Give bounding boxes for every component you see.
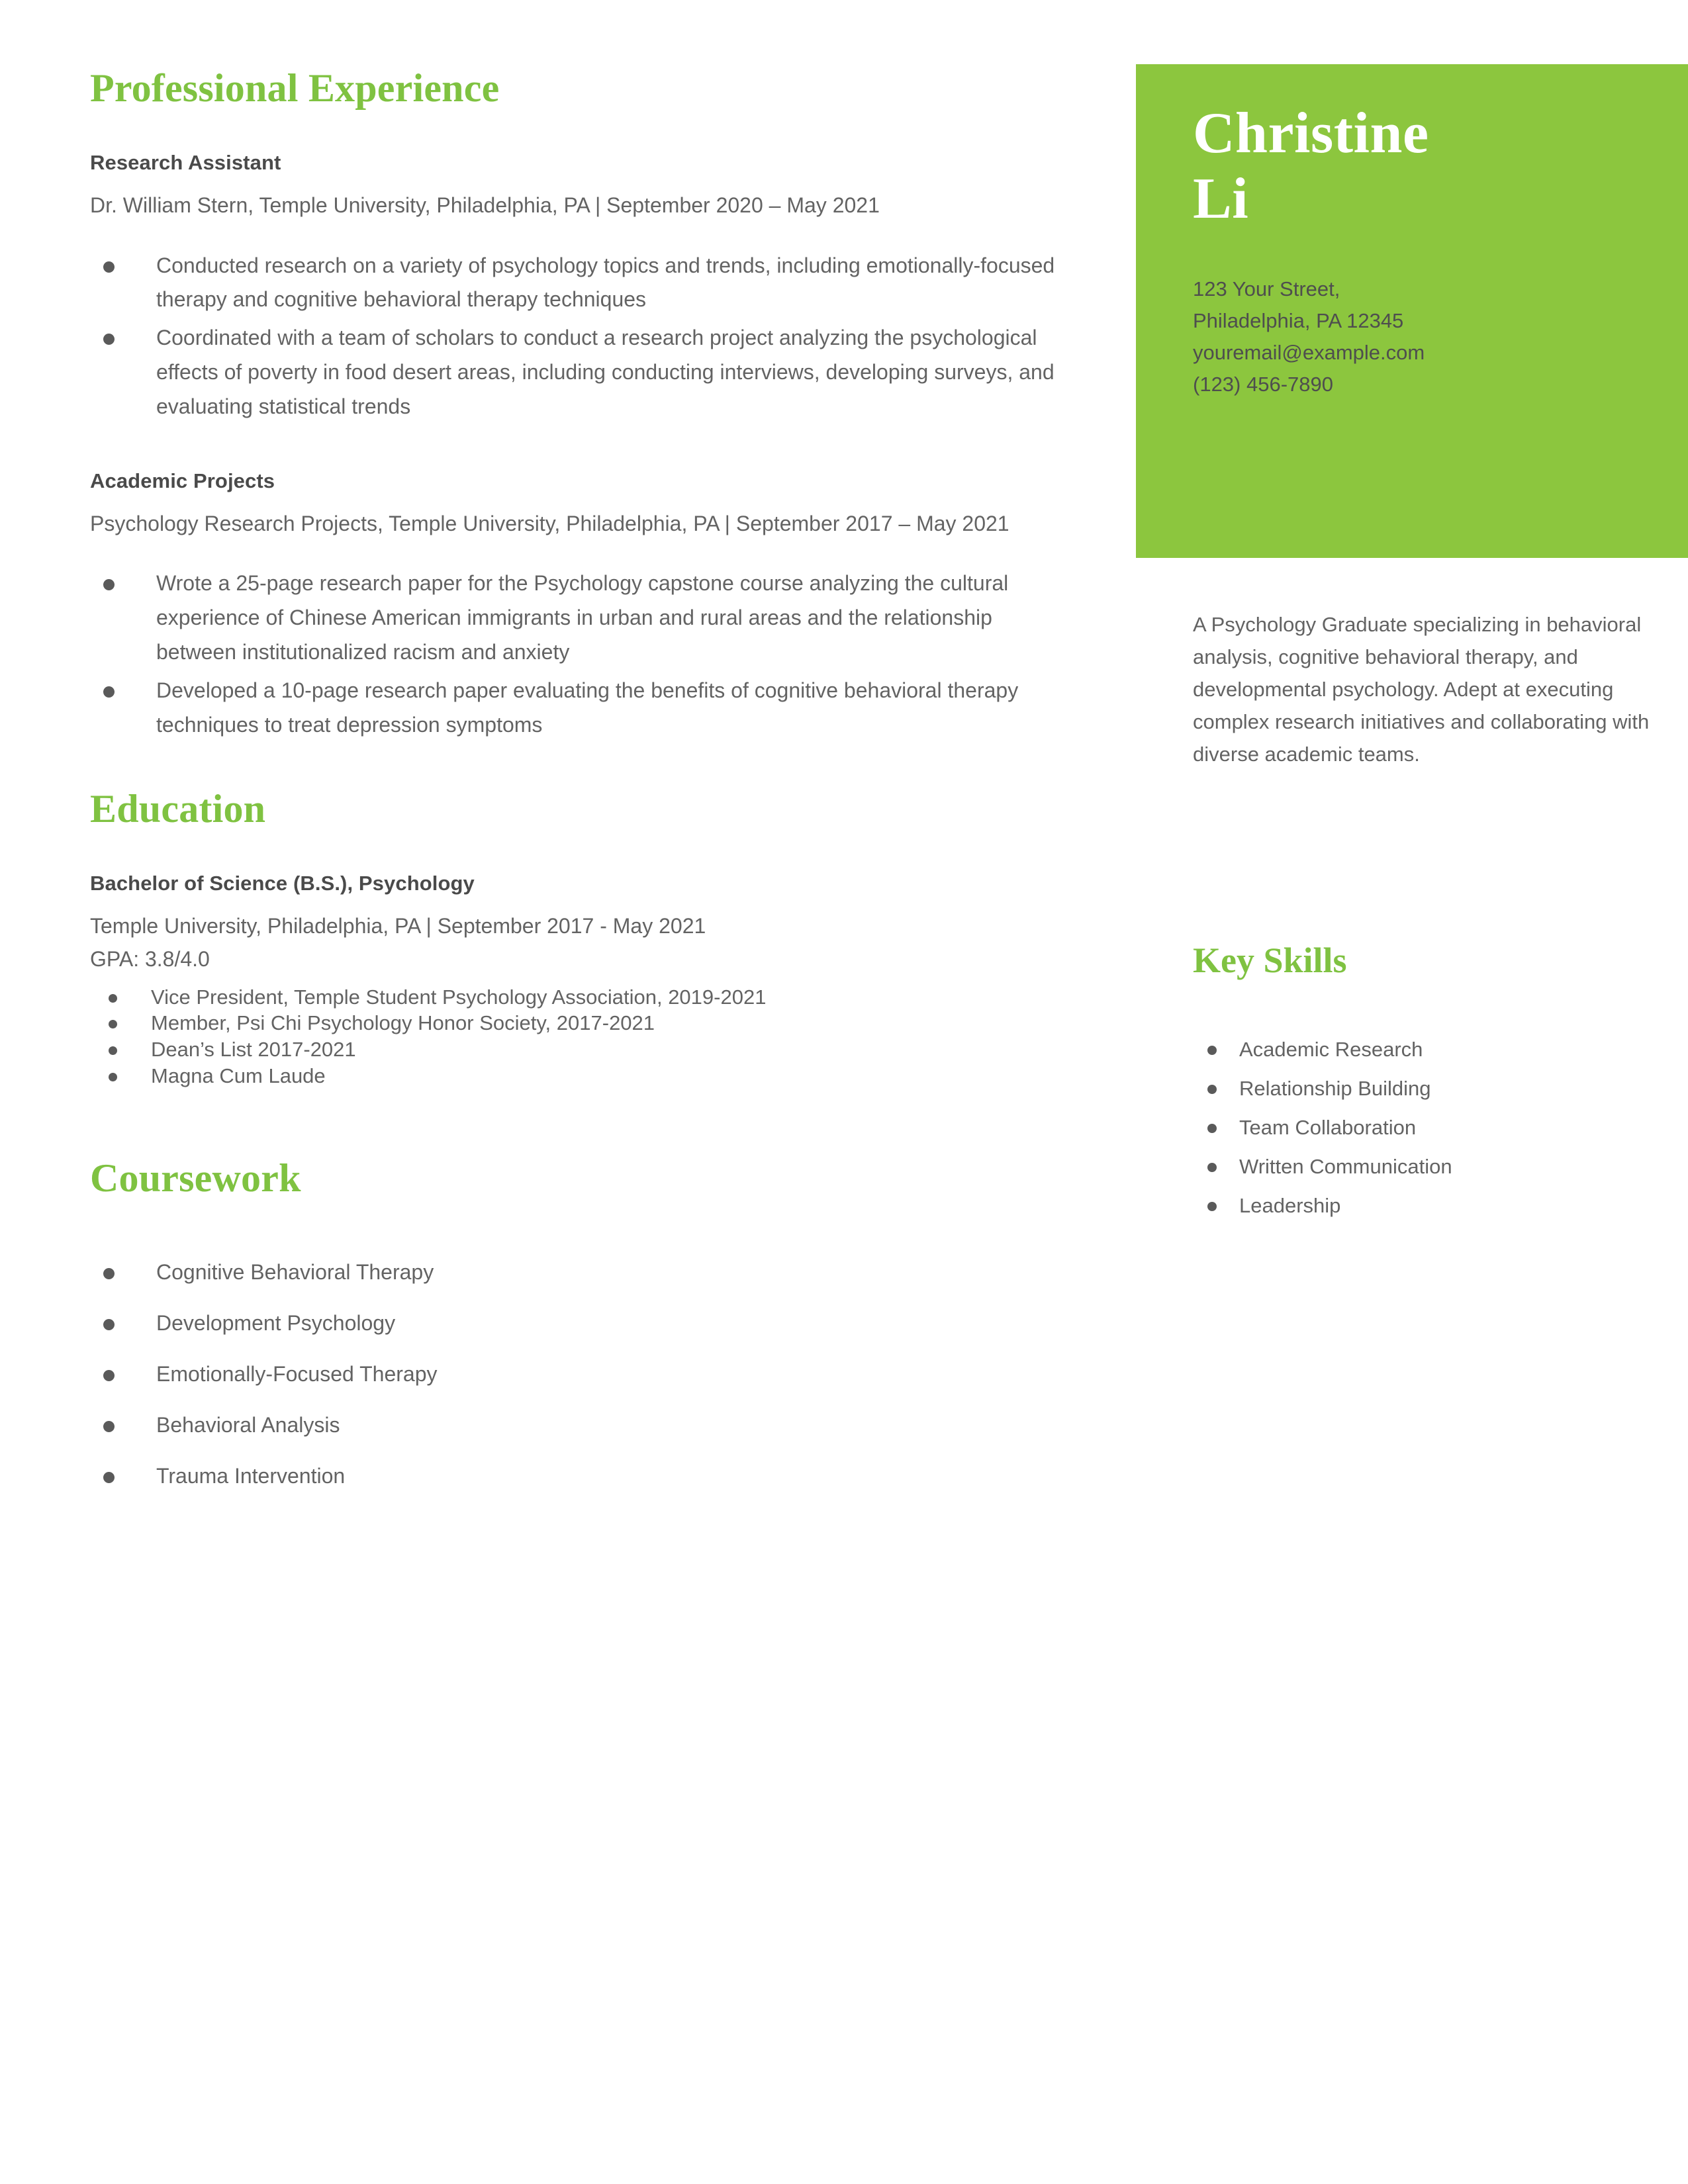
- list-item: Vice President, Temple Student Psychology Association, 2019-2021: [90, 984, 1063, 1011]
- list-item: Emotionally-Focused Therapy: [90, 1357, 1063, 1392]
- list-item: Member, Psi Chi Psychology Honor Society, 2017-2021: [90, 1010, 1063, 1036]
- list-item: Leadership: [1193, 1195, 1656, 1216]
- list-item: Conducted research on a variety of psychology topics and trends, including emotionally-focused therapy and cognitive behavioral therapy techniques: [90, 249, 1063, 318]
- job-meta-research-assistant: Dr. William Stern, Temple University, Philadelphia, PA | September 2020 – May 2021: [90, 193, 880, 217]
- contact-phone[interactable]: (123) 456-7890: [1193, 373, 1333, 396]
- list-item: Cognitive Behavioral Therapy: [90, 1255, 1063, 1290]
- key-skills-list: [1193, 1039, 1656, 1234]
- section-heading-coursework: Coursework: [90, 1156, 301, 1201]
- main-column: [90, 66, 1063, 1510]
- experience-bullet-list-academic-projects: [90, 567, 1063, 742]
- list-item: Dean’s List 2017-2021: [90, 1036, 1063, 1063]
- education-school: Temple University, Philadelphia, PA | September 2017 - May 2021: [90, 914, 706, 938]
- contact-city-state-zip: Philadelphia, PA 12345: [1193, 308, 1404, 332]
- spacer: [90, 493, 1063, 508]
- professional-summary: A Psychology Graduate specializing in behavioral analysis, cognitive behavioral therapy, and developmental psychology. Adept at executing complex research initiatives and collaborating with diverse academic teams.: [1193, 613, 1650, 766]
- experience-bullet-list-research-assistant: [90, 249, 1063, 424]
- list-item: Magna Cum Laude: [90, 1063, 1063, 1089]
- list-item: Behavioral Analysis: [90, 1408, 1063, 1443]
- list-item: Developed a 10-page research paper evaluating the benefits of cognitive behavioral therapy techniques to treat depression symptoms: [90, 674, 1063, 743]
- list-item: Team Collaboration: [1193, 1117, 1656, 1138]
- list-item: Trauma Intervention: [90, 1459, 1063, 1494]
- education-honors-list: [90, 984, 1063, 1089]
- spacer: [90, 895, 1063, 910]
- job-title-research-assistant: Research Assistant: [90, 151, 281, 174]
- section-heading-key-skills: Key Skills: [1193, 940, 1347, 980]
- spacer: [90, 110, 1063, 151]
- list-item: Development Psychology: [90, 1306, 1063, 1341]
- section-heading-education: Education: [90, 787, 266, 831]
- name-line-first: Christine: [1193, 101, 1429, 165]
- spacer: [90, 746, 1063, 787]
- spacer: [90, 1089, 1063, 1130]
- list-item: Coordinated with a team of scholars to conduct a research project analyzing the psychological effects of poverty in food desert areas, including conducting interviews, developing surveys, and evaluating statistical trends: [90, 321, 1063, 424]
- job-meta-academic-projects: Psychology Research Projects, Temple University, Philadelphia, PA | September 2017 – May 2021: [90, 511, 1009, 535]
- name-line-last: Li: [1193, 167, 1249, 232]
- spacer: [90, 976, 1063, 984]
- spacer: [90, 540, 1063, 567]
- side-column: [1136, 0, 1688, 2184]
- contact-email[interactable]: youremail@example.com: [1193, 340, 1425, 364]
- section-heading-professional-experience: Professional Experience: [90, 66, 500, 110]
- education-degree: Bachelor of Science (B.S.), Psychology: [90, 872, 475, 895]
- list-item: Written Communication: [1193, 1156, 1656, 1177]
- list-item: Wrote a 25-page research paper for the Psychology capstone course analyzing the cultural experience of Chinese American immigrants in urban and rural areas and the relationship between institutionalized racism and anxiety: [90, 567, 1063, 669]
- spacer: [90, 1200, 1063, 1241]
- spacer: [90, 1241, 1063, 1255]
- spacer: [90, 175, 1063, 189]
- list-item: Relationship Building: [1193, 1078, 1656, 1099]
- spacer: [90, 222, 1063, 249]
- spacer: [90, 831, 1063, 872]
- spacer: [90, 428, 1063, 469]
- education-gpa: GPA: 3.8/4.0: [90, 947, 210, 972]
- name-header-block: [1136, 64, 1688, 558]
- page-title: [1193, 101, 1648, 232]
- coursework-list: [90, 1255, 1063, 1493]
- spacer: [90, 1130, 1063, 1156]
- job-title-academic-projects: Academic Projects: [90, 469, 275, 492]
- list-item: Academic Research: [1193, 1039, 1656, 1060]
- contact-street: 123 Your Street,: [1193, 277, 1340, 300]
- contact-info: [1193, 273, 1648, 400]
